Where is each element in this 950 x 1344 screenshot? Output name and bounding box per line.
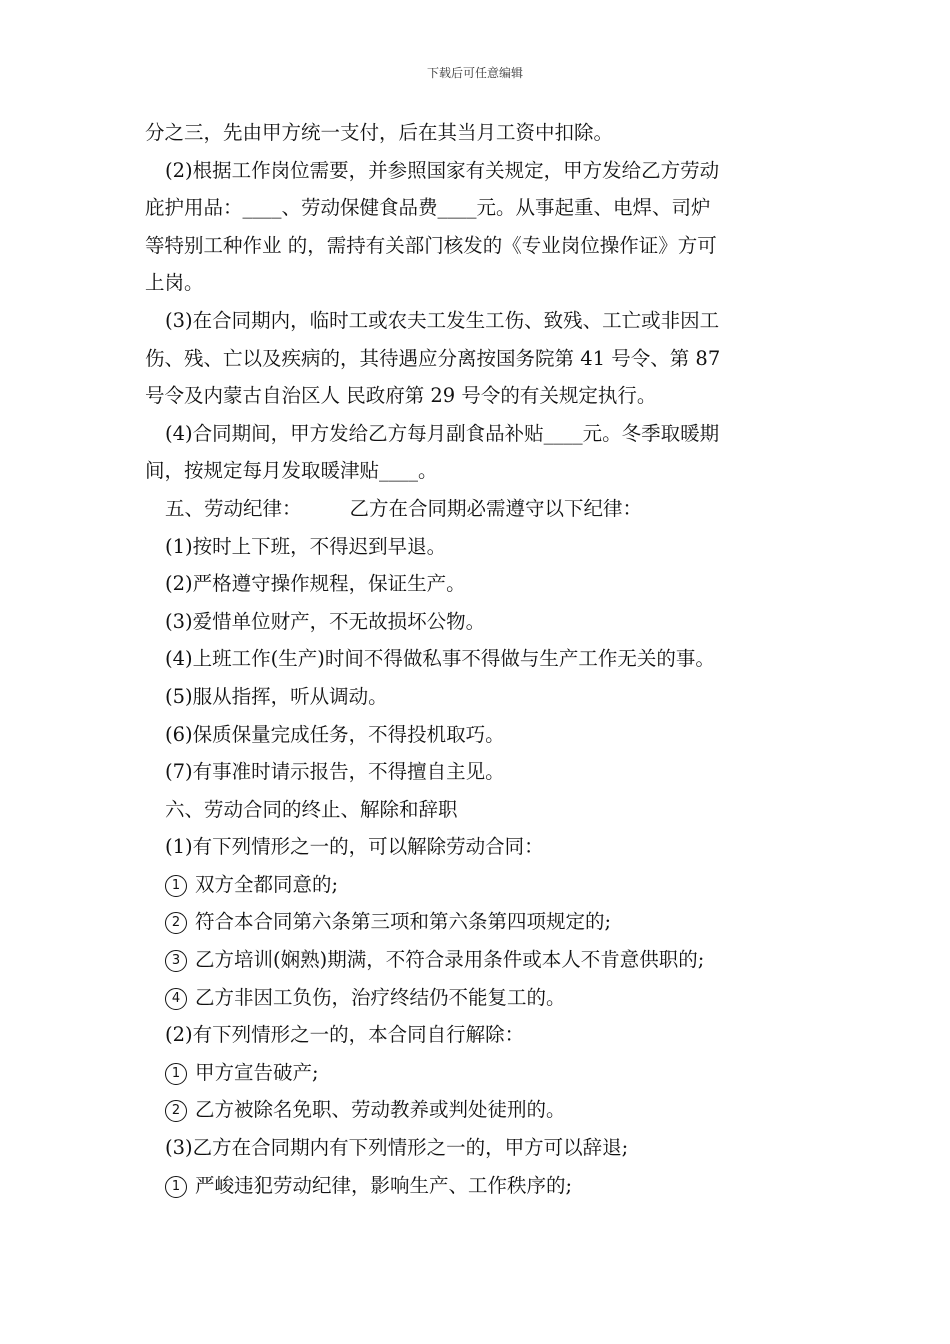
list-item: (1)有下列情形之一的，可以解除劳动合同： bbox=[165, 835, 544, 859]
sub-item-text: 符合本合同第六条第三项和第六条第四项规定的; bbox=[195, 910, 612, 934]
list-item: (3)爱惜单位财产，不无故损坏公物。 bbox=[165, 609, 486, 633]
paragraph-line: (4)合同期间，甲方发给乙方每月副食品补贴____元。冬季取暖期 bbox=[165, 421, 720, 445]
sub-item bbox=[145, 903, 815, 941]
list-item: (3)乙方在合同期内有下列情形之一的，甲方可以辞退; bbox=[165, 1136, 629, 1160]
list-item: (4)上班工作(生产)时间不得做私事不得做与生产工作无关的事。 bbox=[165, 647, 715, 671]
sub-item-text: 乙方被除名免职、劳动教养或判处徒刑的。 bbox=[195, 1098, 566, 1122]
paragraph-line: 伤、残、亡以及疾病的，其待遇应分离按国务院第 41 号令、第 87 bbox=[145, 346, 721, 370]
list-item: (7)有事准时请示报告，不得擅自主见。 bbox=[165, 760, 505, 784]
section-heading-termination: 六、劳动合同的终止、解除和辞职 bbox=[165, 797, 458, 821]
circled-number-marker: 4 bbox=[165, 988, 187, 1010]
paragraph-line: 分之三，先由甲方统一支付，后在其当月工资中扣除。 bbox=[145, 121, 614, 144]
list-item: (2)有下列情形之一的，本合同自行解除： bbox=[165, 1023, 525, 1047]
paragraph-line: (2)根据工作岗位需要，并参照国家有关规定，甲方发给乙方劳动 bbox=[165, 158, 720, 182]
section-heading-discipline bbox=[145, 490, 815, 528]
circled-number-marker: 3 bbox=[165, 950, 187, 972]
sub-item bbox=[145, 1167, 815, 1205]
page-header: 下载后可任意编辑 bbox=[426, 66, 523, 80]
circled-number-marker: 2 bbox=[165, 912, 187, 934]
sub-item bbox=[145, 941, 815, 979]
sub-item bbox=[145, 1091, 815, 1129]
sub-item-text: 甲方宣告破产; bbox=[195, 1060, 319, 1084]
section-title: 五、劳动纪律： bbox=[165, 496, 302, 520]
circled-number-marker: 1 bbox=[165, 1176, 187, 1198]
paragraph-line: 号令及内蒙古自治区人 民政府第 29 号令的有关规定执行。 bbox=[145, 384, 657, 408]
list-item: (2)严格遵守操作规程，保证生产。 bbox=[165, 572, 466, 596]
sub-item-text: 严峻违犯劳动纪律，影响生产、工作秩序的; bbox=[195, 1173, 573, 1197]
list-item: (6)保质保量完成任务，不得投机取巧。 bbox=[165, 722, 505, 746]
paragraph-line: 等特别工种作业 的，需持有关部门核发的《专业岗位操作证》方可 bbox=[145, 233, 717, 257]
sub-item-text: 乙方培训(娴熟)期满，不符合录用条件或本人不肯意供职的; bbox=[195, 948, 705, 972]
sub-item-text: 双方全都同意的; bbox=[195, 872, 339, 896]
circled-number-marker: 1 bbox=[165, 875, 187, 897]
list-item: (1)按时上下班，不得迟到早退。 bbox=[165, 534, 447, 558]
paragraph-line: 上岗。 bbox=[145, 271, 204, 295]
document-body bbox=[145, 114, 815, 1204]
sub-item-text: 乙方非因工负伤，治疗终结仍不能复工的。 bbox=[195, 985, 566, 1009]
paragraph-line: 庇护用品：____、劳动保健食品费____元。从事起重、电焊、司炉 bbox=[145, 196, 711, 220]
sub-item bbox=[145, 1054, 815, 1092]
paragraph-line: 间，按规定每月发取暖津贴____。 bbox=[145, 459, 438, 483]
circled-number-marker: 1 bbox=[165, 1063, 187, 1085]
section-intro: 乙方在合同期必需遵守以下纪律： bbox=[349, 496, 643, 520]
circled-number-marker: 2 bbox=[165, 1100, 187, 1122]
list-item: (5)服从指挥，听从调动。 bbox=[165, 684, 388, 708]
sub-item bbox=[145, 866, 815, 904]
sub-item bbox=[145, 979, 815, 1017]
paragraph-line: (3)在合同期内，临时工或农夫工发生工伤、致残、工亡或非因工 bbox=[165, 308, 720, 332]
